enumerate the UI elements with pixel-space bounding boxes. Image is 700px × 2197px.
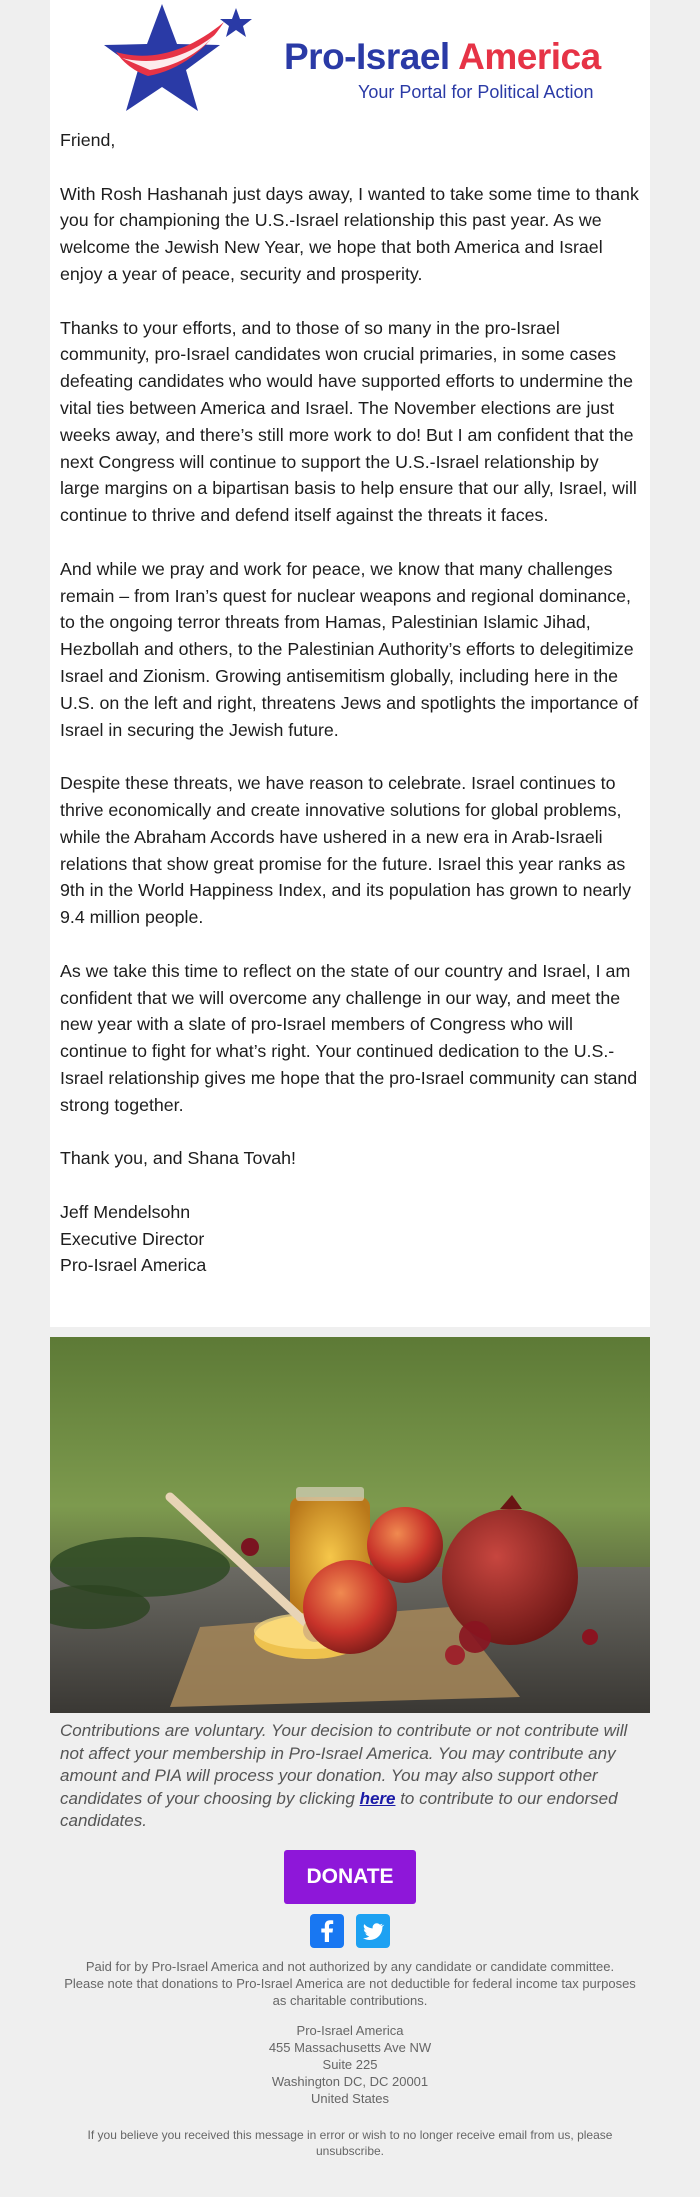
- signature-title: Executive Director: [60, 1228, 205, 1249]
- letter-paragraph: Despite these threats, we have reason to celebrate. Israel continues to thrive economically and create innovative solutions for global problems, while the Abraham Accords have ushered in a new era in Arab-Israeli relations that show great promise for the future. Israel this year ranks as 9th in the World Happiness Index, and its population has grown to nearly 9.4 million people.: [60, 773, 631, 928]
- facebook-icon[interactable]: [310, 1914, 344, 1948]
- signature-name: Jeff Mendelsohn: [60, 1201, 191, 1222]
- greeting: Friend,: [60, 130, 116, 150]
- logo-wordmark: [284, 38, 601, 75]
- tax-notice-line: Please note that donations to Pro-Israel America are not deductible for federal income tax purposes as charitable contributions.: [64, 1976, 636, 2008]
- address-line: United States: [310, 2091, 390, 2106]
- unsubscribe-notice: [60, 2127, 640, 2159]
- unsubscribe-link[interactable]: unsubscribe.: [315, 2144, 385, 2158]
- mailing-address: [60, 2022, 640, 2107]
- address-line: Pro-Israel America: [296, 2023, 404, 2038]
- unsubscribe-text: If you believe you received this message in error or wish to no longer receive email from us, please: [87, 2128, 613, 2142]
- logo-tagline: Your Portal for Political Action: [358, 82, 594, 102]
- brand-logo[interactable]: [98, 0, 618, 118]
- disclaimer-text-end: to contribute to our endorsed candidates.: [60, 1788, 618, 1830]
- signature-org: Pro-Israel America: [60, 1255, 207, 1276]
- letter-paragraph: And while we pray and work for peace, we know that many challenges remain – from Iran’s quest for nuclear weapons and regional dominance, to the ongoing terror threats from Hamas, Palestinian Islamic Jihad, Hezbollah and others, to the Palestinian Authority’s efforts to delegitimize Israel and Zionism. Growing antisemitism globally, including here in the U.S. on the left and right, threatens Jews and spotlights the importance of Israel in securing the Jewish future.: [60, 558, 639, 740]
- logo-wordmark-part1: Pro-Israel: [284, 36, 450, 77]
- address-line: Washington DC, DC 20001: [271, 2074, 429, 2089]
- letter-body: [60, 127, 642, 1279]
- letter-paragraph: Thanks to your efforts, and to those of so many in the pro-Israel community, pro-Israel candidates won crucial primaries, in some cases defeating candidates who would have supported efforts to undermine the vital ties between America and Israel. The November elections are just weeks away, and there’s still more work to do! But I am confident that the next Congress will continue to support the U.S.-Israel relationship by large margins on a bipartisan basis to help ensure that our ally, Israel, will continue to thrive and defend itself against the threats it faces.: [60, 317, 637, 526]
- letter-paragraph: With Rosh Hashanah just days away, I wanted to take some time to thank you for championing the U.S.-Israel relationship this past year. As we welcome the Jewish New Year, we hope that both America and Israel enjoy a year of peace, security and prosperity.: [60, 183, 639, 284]
- paid-for-line: Paid for by Pro-Israel America and not authorized by any candidate or candidate committee.: [85, 1959, 615, 1974]
- letter-paragraph: As we take this time to reflect on the state of our country and Israel, I am confident that we will overcome any challenge in our way, and meet the new year with a slate of pro-Israel members of Congress who will continue to fight for what’s right. Your continued dedication to the U.S.-Israel relationship gives me hope that the pro-Israel community can stand strong together.: [60, 960, 638, 1115]
- disclaimer-text: Contributions are voluntary. Your decision to contribute or not contribute will not affect your membership in Pro-Israel America. You may contribute any amount and PIA will process your donation. You may also support other candidates of your choosing by clicking: [60, 1721, 628, 1808]
- logo-wordmark-part2: America: [458, 36, 601, 77]
- paid-for-notice: [60, 1958, 640, 2009]
- closing: Thank you, and Shana Tovah!: [60, 1148, 296, 1169]
- contribution-disclaimer: [60, 1720, 640, 1833]
- star-logo-icon: [98, 0, 278, 118]
- twitter-icon[interactable]: [356, 1914, 390, 1948]
- address-line: Suite 225: [322, 2057, 378, 2072]
- honey-apples-pomegranate-photo: [50, 1337, 650, 1713]
- letter-card: [50, 0, 650, 1327]
- address-line: 455 Massachusetts Ave NW: [268, 2040, 432, 2055]
- endorsed-candidates-link[interactable]: here: [359, 1788, 396, 1808]
- donate-button[interactable]: DONATE: [284, 1850, 416, 1904]
